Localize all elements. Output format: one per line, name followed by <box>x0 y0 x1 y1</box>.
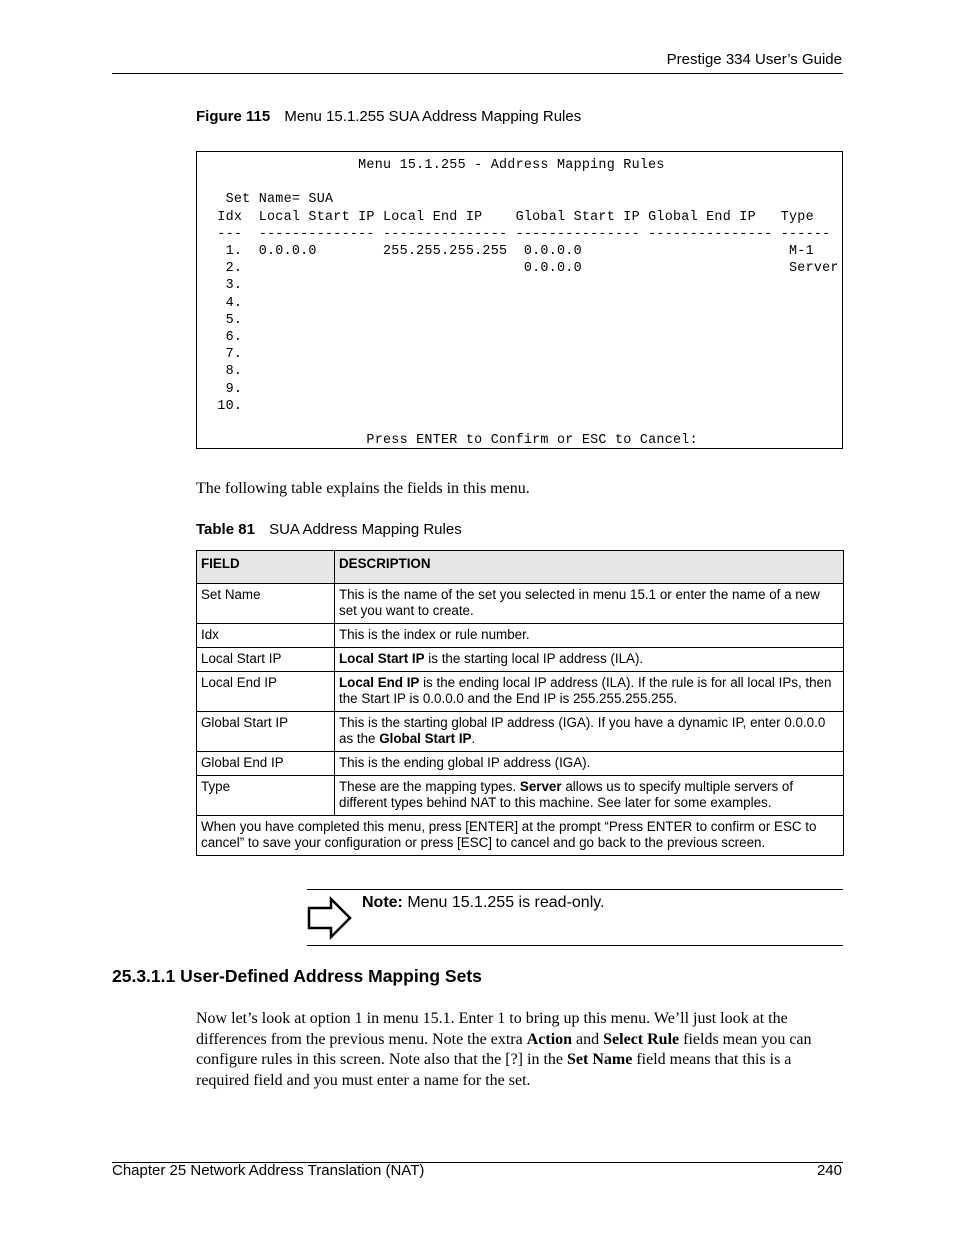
description-text: . <box>471 731 476 746</box>
field-name-cell: Global Start IP <box>197 712 335 752</box>
page-number: 240 <box>816 1162 842 1179</box>
description-text: These are the mapping types. <box>339 779 520 794</box>
field-name-cell: Global End IP <box>197 752 335 776</box>
description-text: Local Start IP <box>339 651 425 666</box>
field-description-cell <box>335 648 844 672</box>
table-header-row <box>197 551 844 584</box>
table-row <box>197 712 844 752</box>
menu-screen-text: Menu 15.1.255 - Address Mapping Rules Set Name= SUA Idx Local Start IP Local End IP Global Start IP Global End IP Type --- -------------- --------------- --------------- --------------- ------ 1. 0.0.0.0 255.255.255.255 0.0.0.0 M-1 2. 0.0.0.0 Server 3. 4. 5. 6. 7. 8. 9. 10. Press ENTER to Confirm or ESC to Cancel: <box>217 158 839 449</box>
note-bottom-divider <box>307 945 843 946</box>
table-caption <box>196 521 462 538</box>
table-row <box>197 584 844 624</box>
description-text: Global Start IP <box>379 731 472 746</box>
paragraph-text: fields mean you can configure rules in this screen. Note also that the [?] in the <box>196 1030 812 1068</box>
intro-text: The following table explains the fields in this menu. <box>196 480 530 497</box>
table-row <box>197 752 844 776</box>
table-row <box>197 648 844 672</box>
description-text: is the ending local IP address (ILA). If the rule is for all local IPs, then the Start IP is 0.0.0.0 and the End IP is 255.255.255.255. <box>339 675 832 706</box>
table-footer-note: When you have completed this menu, press [ENTER] at the prompt “Press ENTER to confirm or ESC to cancel” to save your configuration or press [ESC] to cancel and go back to the previous screen. <box>197 816 844 856</box>
paragraph-text: Set Name <box>567 1051 633 1068</box>
figure-caption <box>196 108 581 125</box>
field-name-cell: Type <box>197 776 335 816</box>
description-text: allows us to specify multiple servers of different types behind NAT to this machine. See later for some examples. <box>339 779 794 810</box>
body-paragraph <box>196 1009 844 1091</box>
field-name-cell: Local Start IP <box>197 648 335 672</box>
fields-table <box>196 550 844 856</box>
table-label: Table 81 <box>196 521 255 538</box>
arrow-right-icon <box>307 896 353 940</box>
footer-chapter: Chapter 25 Network Address Translation (NAT) <box>112 1162 425 1179</box>
paragraph-text: Now let’s look at option 1 in menu 15.1. Enter 1 to bring up this menu. We’ll just look at the differences from the previous menu. Note the extra <box>196 1010 788 1048</box>
table-body <box>197 584 844 856</box>
field-description-cell <box>335 584 844 624</box>
header-description: DESCRIPTION <box>335 551 844 584</box>
paragraph-text: field means that this is a required field and you must enter a name for the set. <box>196 1051 792 1089</box>
paragraph-text: Action <box>526 1030 573 1048</box>
table-title: SUA Address Mapping Rules <box>269 521 462 538</box>
field-description-cell <box>335 776 844 816</box>
field-description-cell <box>335 712 844 752</box>
note-top-divider <box>307 889 843 890</box>
description-text: Local End IP <box>339 675 420 690</box>
menu-screen-figure <box>196 151 843 449</box>
field-description-cell <box>335 672 844 712</box>
note-label: Note: <box>362 894 403 911</box>
field-name-cell: Local End IP <box>197 672 335 712</box>
description-text: Server <box>519 779 562 794</box>
description-text: is the starting local IP address (ILA). <box>424 651 644 666</box>
field-name-cell: Idx <box>197 624 335 648</box>
paragraph-text: and <box>572 1030 604 1048</box>
description-text: This is the index or rule number. <box>339 627 530 642</box>
field-description-cell <box>335 752 844 776</box>
description-text: This is the name of the set you selected in menu 15.1 or enter the name of a new set you want to create. <box>339 587 820 618</box>
table-row <box>197 624 844 648</box>
figure-title: Menu 15.1.255 SUA Address Mapping Rules <box>284 108 582 125</box>
description-text: This is the ending global IP address (IGA). <box>339 755 591 770</box>
running-header-title: Prestige 334 User’s Guide <box>666 51 842 68</box>
header-field: FIELD <box>197 551 335 584</box>
paragraph-text: Select Rule <box>603 1030 680 1048</box>
header-divider <box>112 73 843 74</box>
section-heading: 25.3.1.1 User-Defined Address Mapping Sets <box>112 966 482 986</box>
description-text: This is the starting global IP address (IGA). If you have a dynamic IP, enter 0.0.0.0 as the <box>339 715 826 746</box>
field-description-cell <box>335 624 844 648</box>
note-text <box>362 894 605 912</box>
field-name-cell: Set Name <box>197 584 335 624</box>
table-row <box>197 672 844 712</box>
table-row <box>197 776 844 816</box>
figure-label: Figure 115 <box>196 108 271 125</box>
table-footer-row <box>197 816 844 856</box>
note-body: Menu 15.1.255 is read-only. <box>407 894 605 911</box>
